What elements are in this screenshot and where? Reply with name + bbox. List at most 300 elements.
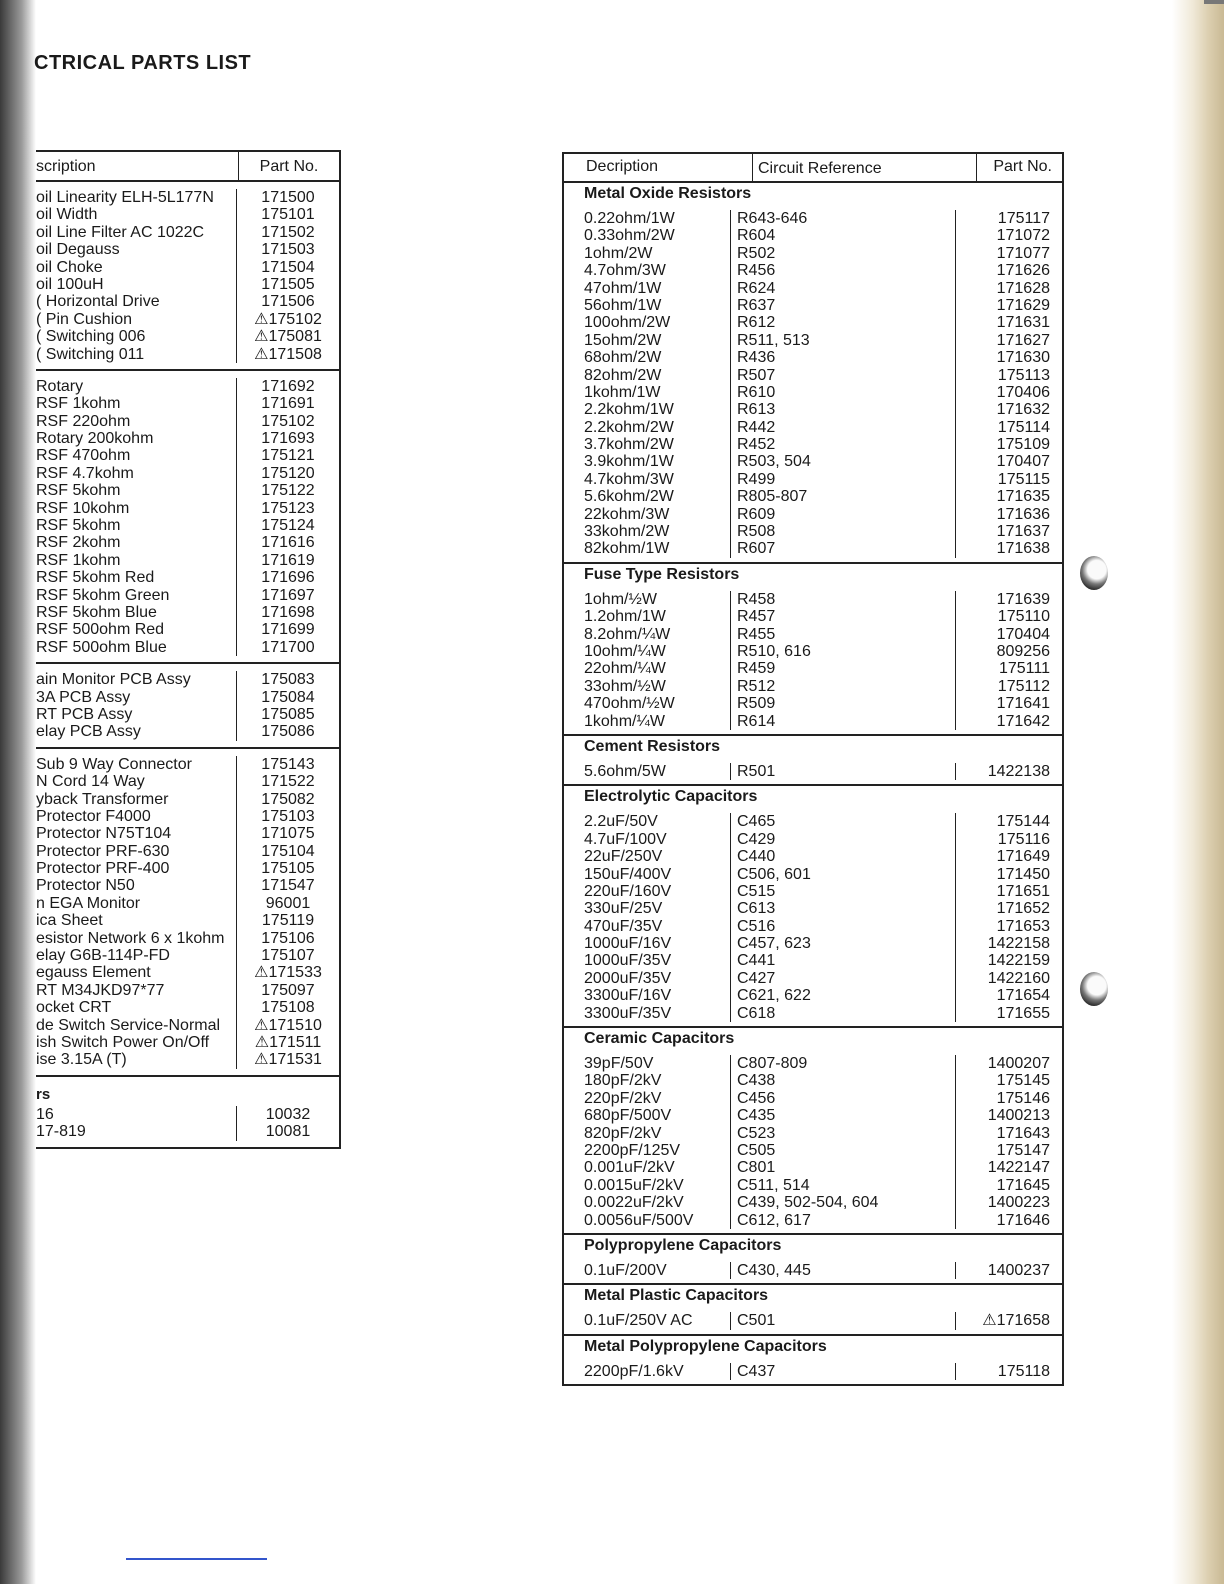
part-description: 470ohm/½W bbox=[564, 695, 731, 712]
table-row bbox=[36, 689, 339, 706]
circuit-reference: C456 bbox=[731, 1090, 956, 1107]
table-row bbox=[564, 453, 1062, 470]
table-row bbox=[564, 900, 1062, 917]
table-row bbox=[36, 465, 339, 482]
table-row bbox=[36, 706, 339, 723]
part-number: 171627 bbox=[996, 331, 1050, 349]
part-description: oil Linearity ELH-5L177N bbox=[36, 189, 237, 206]
part-description: 15ohm/2W bbox=[564, 332, 731, 349]
group-heading: Fuse Type Resistors bbox=[584, 565, 740, 583]
part-description: 0.22ohm/1W bbox=[564, 210, 731, 227]
part-description: 1kohm/1W bbox=[564, 384, 731, 401]
part-description: esistor Network 6 x 1kohm bbox=[36, 930, 237, 947]
table-row bbox=[36, 791, 339, 808]
group-heading: Metal Oxide Resistors bbox=[584, 185, 752, 202]
part-number: 170406 bbox=[996, 383, 1050, 401]
part-description: oil Line Filter AC 1022C bbox=[36, 224, 237, 241]
binder-edge bbox=[1172, 0, 1224, 1584]
right-header-circuit: Circuit Reference bbox=[753, 154, 977, 181]
part-number: 175146 bbox=[996, 1089, 1050, 1107]
edge-mark bbox=[1204, 0, 1224, 4]
part-number: 175144 bbox=[996, 813, 1050, 831]
part-number: ⚠171533 bbox=[254, 964, 322, 982]
part-number: 171502 bbox=[261, 223, 315, 241]
part-description: RSF 5kohm Green bbox=[36, 587, 237, 604]
circuit-reference: R510, 616 bbox=[731, 643, 956, 660]
part-description: 39pF/50V bbox=[564, 1055, 731, 1072]
circuit-reference: C465 bbox=[731, 813, 956, 830]
part-number: 171637 bbox=[996, 523, 1050, 541]
part-number: 171652 bbox=[996, 900, 1050, 918]
part-description: N Cord 14 Way bbox=[36, 773, 237, 790]
table-row bbox=[564, 713, 1062, 730]
table-row bbox=[36, 1051, 339, 1068]
part-description: 22uF/250V bbox=[564, 848, 731, 865]
right-group bbox=[564, 1028, 1062, 1235]
part-description: yback Transformer bbox=[36, 791, 237, 808]
part-number: 175113 bbox=[997, 366, 1050, 384]
right-table-header bbox=[564, 154, 1062, 183]
table-row bbox=[564, 1177, 1062, 1194]
part-number: ⚠175081 bbox=[254, 328, 322, 346]
part-number: 175123 bbox=[261, 499, 315, 517]
part-number: 171522 bbox=[261, 773, 315, 791]
part-number: ⚠171531 bbox=[254, 1051, 322, 1069]
circuit-reference: R604 bbox=[731, 227, 956, 244]
part-description: 330uF/25V bbox=[564, 900, 731, 917]
table-row bbox=[36, 395, 339, 412]
left-header-description: scription bbox=[36, 152, 239, 180]
circuit-reference: R508 bbox=[731, 523, 956, 540]
part-number: 171635 bbox=[996, 488, 1050, 506]
circuit-reference: R637 bbox=[731, 297, 956, 314]
table-row bbox=[564, 918, 1062, 935]
group-heading: Electrolytic Capacitors bbox=[584, 788, 758, 806]
part-number: 171500 bbox=[261, 189, 315, 206]
table-row bbox=[36, 639, 339, 656]
part-number: 1400207 bbox=[987, 1055, 1050, 1073]
part-description: RSF 5kohm Red bbox=[36, 569, 237, 586]
part-number: 171653 bbox=[996, 917, 1050, 935]
part-description: 10ohm/¼W bbox=[564, 643, 731, 660]
part-description: 2200pF/1.6kV bbox=[564, 1363, 731, 1380]
part-description: ( Pin Cushion bbox=[36, 311, 237, 328]
table-row bbox=[36, 1106, 339, 1123]
table-row bbox=[564, 1262, 1062, 1279]
part-description: 68ohm/2W bbox=[564, 349, 731, 366]
part-number: 171629 bbox=[996, 296, 1050, 314]
table-row bbox=[36, 378, 339, 395]
part-description: 100ohm/2W bbox=[564, 314, 731, 331]
part-number: 175101 bbox=[261, 206, 315, 224]
table-row bbox=[564, 987, 1062, 1004]
part-number: 175103 bbox=[261, 807, 315, 825]
table-row bbox=[564, 1090, 1062, 1107]
part-number: 171075 bbox=[261, 825, 315, 843]
circuit-reference: C621, 622 bbox=[731, 987, 956, 1004]
part-description: RSF 500ohm Red bbox=[36, 621, 237, 638]
part-description: ( Horizontal Drive bbox=[36, 293, 237, 310]
table-row bbox=[36, 912, 339, 929]
right-parts-table bbox=[562, 152, 1064, 1386]
part-description: ain Monitor PCB Assy bbox=[36, 671, 237, 688]
circuit-reference: R456 bbox=[731, 262, 956, 279]
table-row bbox=[36, 569, 339, 586]
circuit-reference: R607 bbox=[731, 540, 956, 557]
table-row bbox=[564, 523, 1062, 540]
table-row bbox=[36, 808, 339, 825]
punch-hole bbox=[1080, 972, 1108, 1006]
part-description: 5.6kohm/2W bbox=[564, 488, 731, 505]
table-row bbox=[564, 245, 1062, 262]
part-description: Rotary 200kohm bbox=[36, 430, 237, 447]
table-row bbox=[36, 259, 339, 276]
part-number: 175124 bbox=[261, 517, 315, 535]
part-description: oil Width bbox=[36, 206, 237, 223]
part-number: 175084 bbox=[261, 688, 315, 706]
part-description: RSF 1kohm bbox=[36, 552, 237, 569]
circuit-reference: C430, 445 bbox=[731, 1262, 956, 1279]
part-number: 96001 bbox=[265, 894, 311, 912]
table-row bbox=[564, 643, 1062, 660]
part-number: 171698 bbox=[261, 603, 315, 621]
circuit-reference: C511, 514 bbox=[731, 1177, 956, 1194]
part-description: 180pF/2kV bbox=[564, 1072, 731, 1089]
table-row bbox=[36, 860, 339, 877]
part-description: 3A PCB Assy bbox=[36, 689, 237, 706]
table-row bbox=[564, 384, 1062, 401]
group-heading: Metal Plastic Capacitors bbox=[584, 1287, 769, 1305]
part-description: 150uF/400V bbox=[564, 866, 731, 883]
table-row bbox=[564, 506, 1062, 523]
part-description: 2.2uF/50V bbox=[564, 813, 731, 830]
part-number: 175102 bbox=[261, 412, 315, 430]
table-row bbox=[36, 999, 339, 1016]
table-row bbox=[564, 367, 1062, 384]
table-row bbox=[36, 1017, 339, 1034]
right-group bbox=[564, 736, 1062, 786]
part-number: 175108 bbox=[261, 999, 315, 1017]
part-number: ⚠171510 bbox=[254, 1016, 322, 1034]
circuit-reference: C516 bbox=[731, 918, 956, 935]
part-description: 470uF/35V bbox=[564, 918, 731, 935]
part-number: 175115 bbox=[997, 470, 1050, 488]
table-row bbox=[564, 1312, 1062, 1329]
table-row bbox=[36, 671, 339, 688]
part-description: RSF 5kohm Blue bbox=[36, 604, 237, 621]
table-row bbox=[564, 297, 1062, 314]
table-row bbox=[564, 883, 1062, 900]
part-description: 2.2kohm/1W bbox=[564, 401, 731, 418]
right-header-description: Decription bbox=[564, 154, 753, 181]
table-row bbox=[564, 1363, 1062, 1380]
part-description: n EGA Monitor bbox=[36, 895, 237, 912]
table-row bbox=[36, 413, 339, 430]
circuit-reference: R612 bbox=[731, 314, 956, 331]
table-row bbox=[564, 1159, 1062, 1176]
table-row bbox=[564, 227, 1062, 244]
part-description: Rotary bbox=[36, 378, 237, 395]
part-number: 1422147 bbox=[987, 1159, 1050, 1177]
part-number: 175082 bbox=[261, 790, 315, 808]
part-number: 170404 bbox=[996, 625, 1050, 643]
part-description: 3.7kohm/2W bbox=[564, 436, 731, 453]
right-group bbox=[564, 564, 1062, 736]
part-description: 1ohm/2W bbox=[564, 245, 731, 262]
part-description: RT PCB Assy bbox=[36, 706, 237, 723]
left-group bbox=[36, 371, 339, 664]
circuit-reference: C429 bbox=[731, 831, 956, 848]
part-number: 171642 bbox=[996, 712, 1050, 730]
circuit-reference: C612, 617 bbox=[731, 1212, 956, 1229]
page-title: CTRICAL PARTS LIST bbox=[34, 52, 252, 74]
circuit-reference: C441 bbox=[731, 952, 956, 969]
table-row bbox=[36, 1123, 339, 1140]
part-description: 22ohm/¼W bbox=[564, 660, 731, 677]
part-description: 47ohm/1W bbox=[564, 280, 731, 297]
part-number: 171616 bbox=[261, 534, 315, 552]
circuit-reference: C523 bbox=[731, 1125, 956, 1142]
table-row bbox=[564, 1142, 1062, 1159]
part-number: 175086 bbox=[261, 723, 315, 741]
part-description: 82ohm/2W bbox=[564, 367, 731, 384]
part-description: Protector PRF-400 bbox=[36, 860, 237, 877]
part-description: 820pF/2kV bbox=[564, 1125, 731, 1142]
part-description: 16 bbox=[36, 1106, 237, 1123]
left-parts-table bbox=[36, 150, 341, 1149]
table-row bbox=[36, 482, 339, 499]
part-number: 171693 bbox=[261, 430, 315, 448]
part-number: 171699 bbox=[261, 621, 315, 639]
circuit-reference: C427 bbox=[731, 970, 956, 987]
table-row bbox=[564, 1212, 1062, 1229]
right-group bbox=[564, 786, 1062, 1028]
part-number: 1422138 bbox=[987, 762, 1050, 780]
part-number: 171638 bbox=[996, 540, 1050, 558]
table-row bbox=[564, 540, 1062, 557]
part-number: 171504 bbox=[261, 258, 315, 276]
part-number: 171077 bbox=[996, 244, 1050, 262]
part-number: 171450 bbox=[996, 865, 1050, 883]
circuit-reference: R503, 504 bbox=[731, 453, 956, 470]
table-row bbox=[564, 1107, 1062, 1124]
table-row bbox=[564, 1005, 1062, 1022]
table-row bbox=[564, 332, 1062, 349]
group-heading: Cement Resistors bbox=[584, 737, 721, 755]
part-description: egauss Element bbox=[36, 964, 237, 981]
part-number: 171619 bbox=[261, 551, 315, 569]
part-description: 0.1uF/200V bbox=[564, 1262, 731, 1279]
part-number: 171630 bbox=[996, 349, 1050, 367]
part-number: 175114 bbox=[997, 418, 1050, 436]
part-number: 1400213 bbox=[987, 1107, 1050, 1125]
part-description: 17-819 bbox=[36, 1123, 237, 1140]
right-group bbox=[564, 1285, 1062, 1335]
part-number: 175097 bbox=[261, 981, 315, 999]
part-description: 4.7uF/100V bbox=[564, 831, 731, 848]
part-number: 171505 bbox=[261, 275, 315, 293]
table-row bbox=[564, 952, 1062, 969]
table-row bbox=[36, 552, 339, 569]
part-number: 171506 bbox=[261, 293, 315, 311]
part-number: 171651 bbox=[996, 882, 1050, 900]
part-number: 175116 bbox=[997, 830, 1050, 848]
table-row bbox=[564, 488, 1062, 505]
table-row bbox=[564, 1055, 1062, 1072]
left-group bbox=[36, 182, 339, 371]
part-description: 1kohm/¼W bbox=[564, 713, 731, 730]
part-description: RSF 10kohm bbox=[36, 500, 237, 517]
table-row bbox=[564, 831, 1062, 848]
table-row bbox=[36, 293, 339, 310]
table-row bbox=[36, 843, 339, 860]
part-number: 175110 bbox=[997, 608, 1050, 626]
table-row bbox=[36, 895, 339, 912]
part-number: ⚠175102 bbox=[254, 310, 322, 328]
part-description: 33ohm/½W bbox=[564, 678, 731, 695]
table-row bbox=[564, 471, 1062, 488]
circuit-reference: R452 bbox=[731, 436, 956, 453]
part-description: RSF 220ohm bbox=[36, 413, 237, 430]
part-number: 175145 bbox=[996, 1072, 1050, 1090]
part-number: 171697 bbox=[261, 586, 315, 604]
table-row bbox=[564, 848, 1062, 865]
part-number: 175085 bbox=[261, 705, 315, 723]
part-description: elay PCB Assy bbox=[36, 723, 237, 740]
part-description: RSF 5kohm bbox=[36, 517, 237, 534]
part-description: RSF 500ohm Blue bbox=[36, 639, 237, 656]
right-group bbox=[564, 1336, 1062, 1384]
circuit-reference: R457 bbox=[731, 608, 956, 625]
table-row bbox=[36, 430, 339, 447]
part-number: 175121 bbox=[261, 447, 315, 465]
part-description: 2.2kohm/2W bbox=[564, 419, 731, 436]
part-number: 175083 bbox=[261, 671, 315, 689]
part-number: 175147 bbox=[996, 1141, 1050, 1159]
part-number: 171654 bbox=[996, 987, 1050, 1005]
table-row bbox=[564, 866, 1062, 883]
part-description: 5.6ohm/5W bbox=[564, 763, 731, 780]
part-number: 175112 bbox=[997, 677, 1050, 695]
punch-hole bbox=[1080, 556, 1108, 590]
group-heading: Metal Polypropylene Capacitors bbox=[584, 1337, 827, 1355]
table-row bbox=[564, 608, 1062, 625]
circuit-reference: C506, 601 bbox=[731, 866, 956, 883]
circuit-reference: R458 bbox=[731, 591, 956, 608]
part-description: 0.0015uF/2kV bbox=[564, 1177, 731, 1194]
table-row bbox=[36, 723, 339, 740]
circuit-reference: C435 bbox=[731, 1107, 956, 1124]
part-description: RSF 2kohm bbox=[36, 534, 237, 551]
part-description: 4.7kohm/3W bbox=[564, 471, 731, 488]
table-row bbox=[564, 349, 1062, 366]
table-row bbox=[564, 262, 1062, 279]
part-description: 2000uF/35V bbox=[564, 970, 731, 987]
table-row bbox=[564, 935, 1062, 952]
part-description: RSF 470ohm bbox=[36, 447, 237, 464]
part-number: 171631 bbox=[996, 314, 1050, 332]
table-row bbox=[564, 1072, 1062, 1089]
table-row bbox=[564, 660, 1062, 677]
part-description: 3300uF/16V bbox=[564, 987, 731, 1004]
circuit-reference: R614 bbox=[731, 713, 956, 730]
part-number: 1400237 bbox=[987, 1261, 1050, 1279]
table-row bbox=[36, 825, 339, 842]
part-number: 175105 bbox=[261, 860, 315, 878]
part-description: 0.1uF/250V AC bbox=[564, 1312, 731, 1329]
table-row bbox=[36, 206, 339, 223]
part-number: 171649 bbox=[996, 848, 1050, 866]
part-number: 171636 bbox=[996, 505, 1050, 523]
part-number: 809256 bbox=[996, 642, 1050, 660]
table-row bbox=[36, 964, 339, 981]
circuit-reference: C618 bbox=[731, 1005, 956, 1022]
part-description: 56ohm/1W bbox=[564, 297, 731, 314]
part-number: 175104 bbox=[261, 842, 315, 860]
part-number: 171655 bbox=[996, 1004, 1050, 1022]
part-description: oil 100uH bbox=[36, 276, 237, 293]
part-description: Protector N50 bbox=[36, 877, 237, 894]
circuit-reference: R499 bbox=[731, 471, 956, 488]
table-row bbox=[36, 241, 339, 258]
part-description: 1ohm/½W bbox=[564, 591, 731, 608]
table-row bbox=[36, 587, 339, 604]
left-group bbox=[36, 1077, 339, 1147]
part-number: 1400223 bbox=[987, 1194, 1050, 1212]
table-row bbox=[564, 813, 1062, 830]
circuit-reference: C439, 502-504, 604 bbox=[731, 1194, 956, 1211]
part-number: 175143 bbox=[261, 755, 315, 773]
table-row bbox=[564, 210, 1062, 227]
part-number: 170407 bbox=[996, 453, 1050, 471]
table-row bbox=[36, 224, 339, 241]
part-description: 2200pF/125V bbox=[564, 1142, 731, 1159]
part-description: 0.33ohm/2W bbox=[564, 227, 731, 244]
table-row bbox=[564, 591, 1062, 608]
table-row bbox=[36, 189, 339, 206]
circuit-reference: C438 bbox=[731, 1072, 956, 1089]
table-row bbox=[564, 678, 1062, 695]
circuit-reference: R436 bbox=[731, 349, 956, 366]
part-description: 22kohm/3W bbox=[564, 506, 731, 523]
circuit-reference: R507 bbox=[731, 367, 956, 384]
table-row bbox=[36, 500, 339, 517]
part-number: 171072 bbox=[996, 227, 1050, 245]
table-row bbox=[36, 311, 339, 328]
part-description: 1.2ohm/1W bbox=[564, 608, 731, 625]
table-row bbox=[564, 763, 1062, 780]
part-description: 82kohm/1W bbox=[564, 540, 731, 557]
part-description: ise 3.15A (T) bbox=[36, 1051, 237, 1068]
table-row bbox=[36, 1034, 339, 1051]
circuit-reference: R610 bbox=[731, 384, 956, 401]
circuit-reference: C440 bbox=[731, 848, 956, 865]
circuit-reference: R455 bbox=[731, 626, 956, 643]
circuit-reference: R501 bbox=[731, 763, 956, 780]
table-row bbox=[36, 756, 339, 773]
table-row bbox=[36, 621, 339, 638]
circuit-reference: R459 bbox=[731, 660, 956, 677]
circuit-reference: R511, 513 bbox=[731, 332, 956, 349]
part-number: 175120 bbox=[261, 464, 315, 482]
group-heading: Ceramic Capacitors bbox=[584, 1030, 735, 1048]
part-number: 175117 bbox=[997, 210, 1050, 227]
table-row bbox=[36, 534, 339, 551]
part-description: ( Switching 011 bbox=[36, 346, 237, 363]
circuit-reference: C437 bbox=[731, 1363, 956, 1380]
table-row bbox=[564, 436, 1062, 453]
part-number: 171503 bbox=[261, 241, 315, 259]
